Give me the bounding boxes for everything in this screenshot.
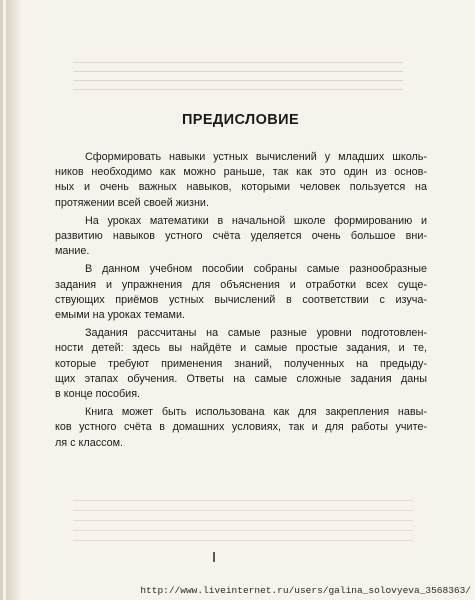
text-line: Книга может быть использована как для закрепления навы- bbox=[85, 406, 427, 419]
page-title: ПРЕДИСЛОВИЕ bbox=[181, 112, 300, 128]
text-line: развитию навыков устного счёта уделяется очень большое вни- bbox=[55, 230, 427, 243]
bleed-through-lines-bottom bbox=[73, 500, 413, 545]
paragraph bbox=[55, 214, 427, 260]
paragraph bbox=[55, 262, 427, 323]
text-line: протяжении всей своей жизни. bbox=[55, 196, 209, 209]
watermark-url: http://www.liveinternet.ru/users/galina_solovyeva_3568363/ bbox=[140, 585, 471, 596]
text-line: В данном учебном пособии собраны самые разнообразные bbox=[85, 263, 427, 276]
paragraph bbox=[55, 150, 427, 211]
text-line: емыми на уроках темами. bbox=[55, 309, 185, 322]
page-mark bbox=[213, 552, 215, 562]
text-line: ствующих приёмов устных вычислений в соответствии с изуча- bbox=[55, 293, 427, 306]
text-line: Сформировать навыки устных вычислений у младших школь- bbox=[85, 151, 427, 163]
text-line: ля с классом. bbox=[55, 436, 124, 449]
text-line: в конце пособия. bbox=[55, 388, 141, 401]
paragraph bbox=[55, 326, 427, 402]
bleed-through-lines-top bbox=[73, 62, 403, 90]
text-line: мание. bbox=[55, 245, 90, 258]
text-line: которые требуют применения знаний, полученных на предыду- bbox=[55, 357, 427, 370]
text-line: щих этапах обучения. Ответы на самые сложные задания даны bbox=[55, 372, 427, 385]
text-line: На уроках математики в начальной школе формированию и bbox=[85, 214, 427, 227]
text-line: ности детей: здесь вы найдёте и самые простые задания, и те, bbox=[55, 342, 427, 355]
text-line: Задания рассчитаны на самые разные уровни подготовлен- bbox=[85, 327, 427, 340]
text-line: ных и очень важных навыков, которыми человек пользуется на bbox=[55, 181, 427, 194]
text-line: ков устного счёта в домашних условиях, так и для работы учите- bbox=[55, 421, 427, 434]
text-line: ников необходимо как можно раньше, так как это один из основ- bbox=[55, 166, 427, 179]
paragraph bbox=[55, 405, 427, 451]
page-spine-shadow bbox=[6, 0, 20, 600]
preface-text bbox=[55, 150, 427, 454]
text-line: задания и упражнения для объяснения и отработки всех суще- bbox=[55, 278, 427, 291]
